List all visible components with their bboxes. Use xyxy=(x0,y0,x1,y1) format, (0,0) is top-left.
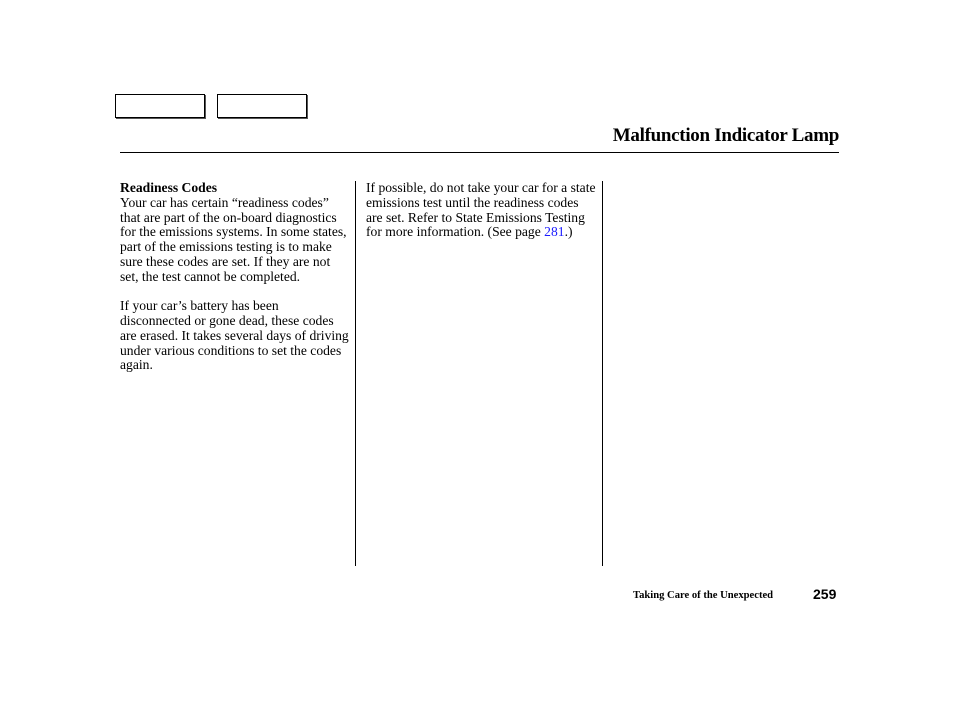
text-column-left xyxy=(120,181,350,373)
section-heading: Readiness Codes xyxy=(120,180,218,195)
footer-section-title: Taking Care of the Unexpected xyxy=(633,590,774,601)
page-title: Malfunction Indicator Lamp xyxy=(612,125,839,146)
column-divider xyxy=(355,181,356,566)
previous-page-button[interactable] xyxy=(115,94,205,118)
column-divider xyxy=(602,181,603,566)
paragraph-battery: If your car’s battery has been disconnected or gone dead, these codes are erased. It takes several days of driving under various conditions to set the codes again. xyxy=(120,298,349,373)
page-reference-link[interactable]: 281 xyxy=(544,224,565,240)
title-divider xyxy=(120,152,839,153)
next-page-button[interactable] xyxy=(217,94,307,118)
paragraph-readiness-codes: Your car has certain “readiness codes” that are part of the on-board diagnostics for the emissions systems. In some states, part of the emissions testing is to make sure these codes are set. If they are not set, the test cannot be completed. xyxy=(120,194,347,284)
paragraph-emissions-test xyxy=(366,181,598,240)
page-number: 259 xyxy=(813,586,837,602)
paragraph-text-end: .) xyxy=(564,224,573,240)
text-column-middle xyxy=(366,181,598,240)
paragraph-text: If possible, do not take your car for a state emissions test until the readiness codes are set. Refer to State Emissions Testing for more information. (See page xyxy=(366,180,596,240)
